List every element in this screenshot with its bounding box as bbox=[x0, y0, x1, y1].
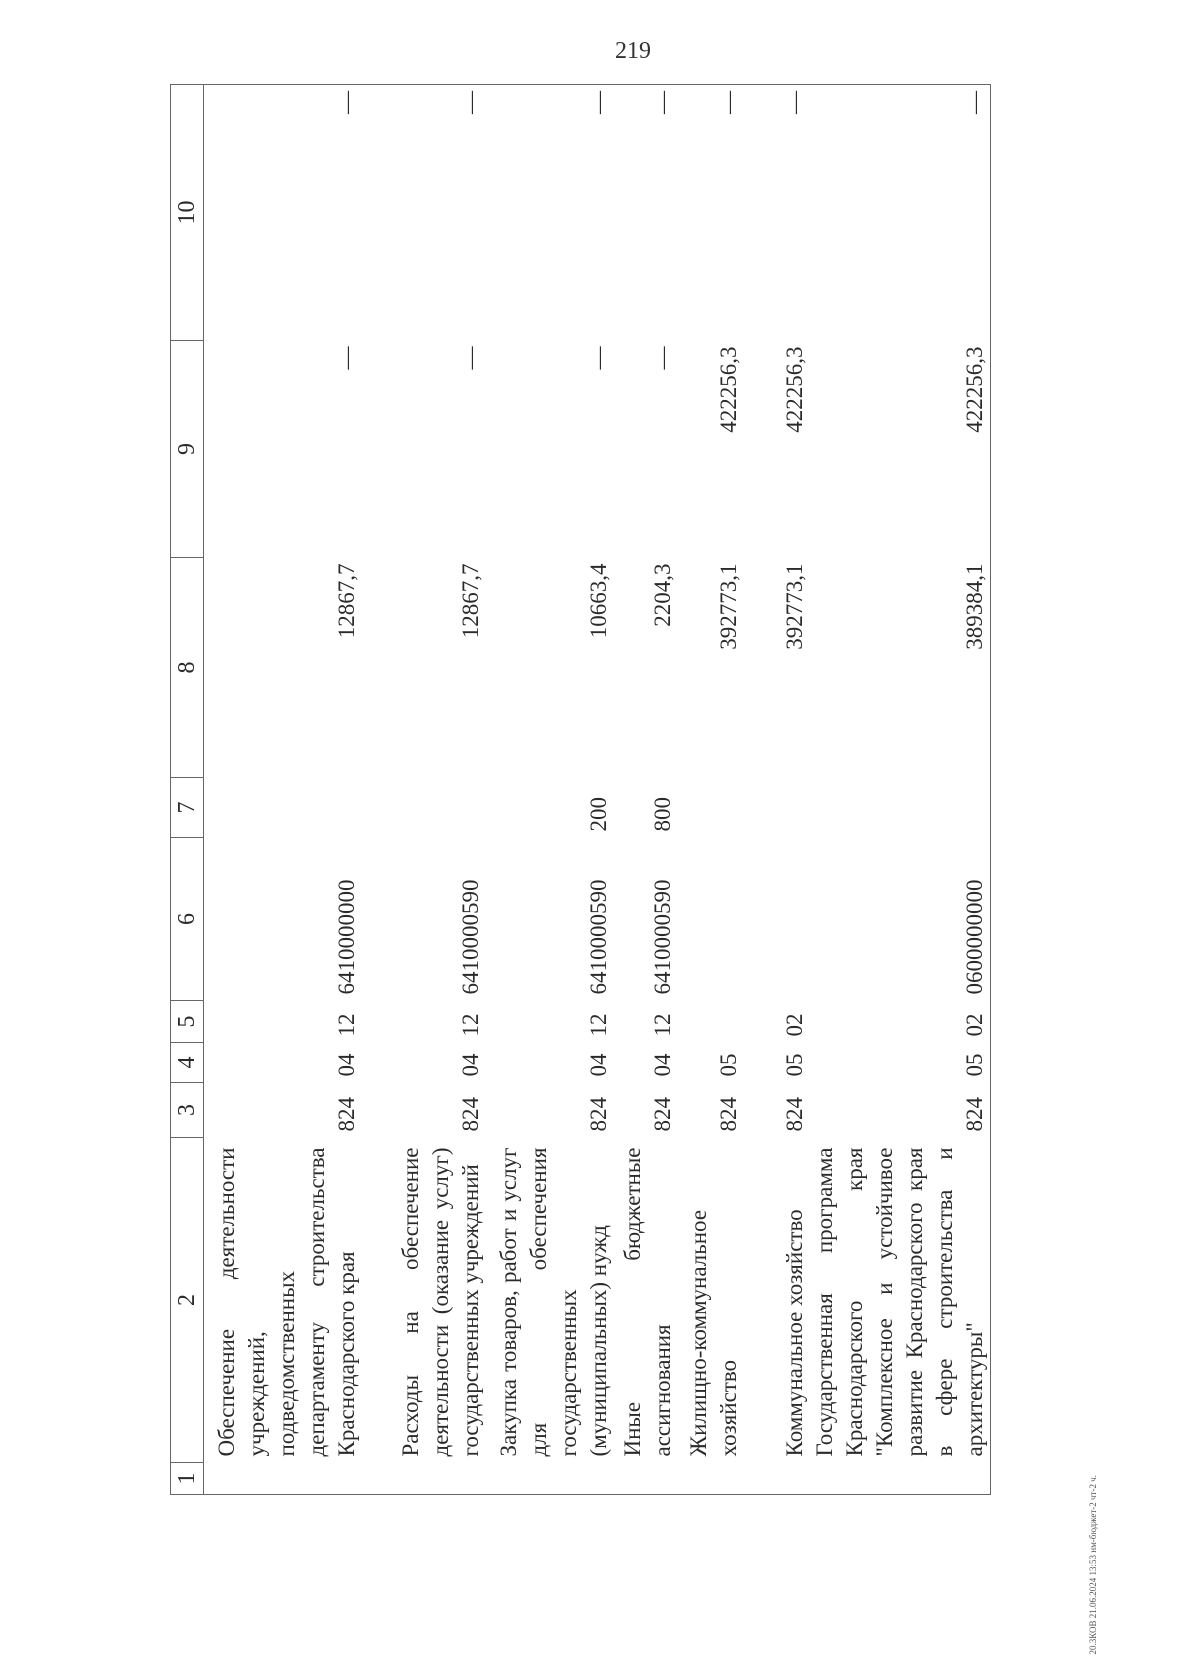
cell-name: Закупка товаров, работ и услуг для обеспечения государственных (муниципальных) нужд bbox=[496, 1147, 611, 1457]
cell-pr: 02 bbox=[782, 1013, 807, 1037]
table-row bbox=[614, 85, 678, 1495]
cell-amount-2026: — bbox=[614, 85, 678, 341]
cell-name: Иные бюджетные ассигнования bbox=[620, 1147, 675, 1457]
cell-name: Коммунальное хозяйство bbox=[782, 1209, 807, 1457]
cell-amount-2025: — bbox=[334, 346, 359, 370]
cell-ved: 824 bbox=[650, 1097, 675, 1132]
cell-ved: 824 bbox=[782, 1097, 807, 1132]
cell-rz: 05 bbox=[810, 1043, 991, 1083]
cell-amount-2026: — bbox=[486, 85, 614, 341]
cell-csr bbox=[678, 838, 744, 1001]
cell-num bbox=[810, 1463, 991, 1495]
cell-amount-2026: — bbox=[810, 85, 991, 341]
header-col-1: 1 bbox=[171, 1463, 204, 1495]
cell-amount-2025: — bbox=[458, 346, 483, 370]
cell-pr: 12 bbox=[458, 1013, 483, 1037]
table-row bbox=[486, 85, 614, 1495]
budget-table bbox=[170, 84, 991, 1495]
cell-ved: 824 bbox=[586, 1097, 611, 1132]
cell-ved: 824 bbox=[458, 1097, 483, 1132]
cell-pr: 12 bbox=[586, 1013, 611, 1037]
cell-vr bbox=[810, 778, 991, 838]
header-col-4: 4 bbox=[171, 1043, 204, 1083]
cell-rz: 04 bbox=[334, 1053, 359, 1077]
cell-amount-2024: 10663,4 bbox=[586, 563, 611, 639]
cell-ved: 824 bbox=[334, 1097, 359, 1132]
cell-num bbox=[744, 1463, 810, 1495]
cell-name: Расходы на обеспечение деятельности (оказание услуг) государственных учреждений bbox=[398, 1147, 483, 1457]
cell-amount-2026: — bbox=[362, 85, 486, 341]
cell-rz: 04 bbox=[650, 1053, 675, 1077]
cell-amount-2026: — bbox=[678, 85, 744, 341]
header-col-8: 8 bbox=[171, 558, 204, 778]
cell-pr: 02 bbox=[810, 1001, 991, 1043]
cell-amount-2024: 392773,1 bbox=[716, 563, 741, 650]
cell-name: Обеспечение деятельности учреждений, подведомственных департаменту строительства Краснодарского края bbox=[214, 1147, 359, 1457]
header-col-5: 5 bbox=[171, 1001, 204, 1043]
cell-amount-2026: — bbox=[744, 85, 810, 341]
cell-amount-2024: 2204,3 bbox=[650, 563, 675, 627]
header-col-10: 10 bbox=[171, 85, 204, 341]
page-number: 219 bbox=[615, 38, 651, 64]
cell-num bbox=[204, 1463, 363, 1495]
cell-csr: 6410000000 bbox=[334, 879, 359, 995]
header-col-3: 3 bbox=[171, 1083, 204, 1138]
cell-csr: 0600000000 bbox=[810, 838, 991, 1001]
footer-stamp: 20.3КОВ 21.06.2024 13:53 нм-бюджет-2 чт-2 ч. bbox=[1088, 1475, 1098, 1655]
cell-vr bbox=[678, 778, 744, 838]
cell-amount-2026: — bbox=[204, 85, 363, 341]
table-row bbox=[204, 85, 363, 1495]
cell-csr: 6410000590 bbox=[586, 879, 611, 995]
cell-amount-2024: 12867,7 bbox=[458, 563, 483, 639]
cell-amount-2024: 392773,1 bbox=[782, 563, 807, 650]
cell-amount-2025: — bbox=[650, 346, 675, 370]
table-row bbox=[362, 85, 486, 1495]
rotated-budget-table-page bbox=[170, 85, 1040, 1495]
cell-vr bbox=[362, 778, 486, 838]
cell-amount-2024: 389384,1 bbox=[810, 558, 991, 778]
cell-amount-2025: — bbox=[586, 346, 611, 370]
cell-vr: 200 bbox=[586, 797, 611, 832]
table-header-row bbox=[171, 85, 204, 1495]
cell-amount-2025: 422256,3 bbox=[810, 341, 991, 558]
cell-num bbox=[614, 1463, 678, 1495]
cell-amount-2025: 422256,3 bbox=[716, 346, 741, 433]
cell-ved: 824 bbox=[810, 1083, 991, 1138]
cell-vr: 800 bbox=[650, 797, 675, 832]
cell-ved: 824 bbox=[716, 1097, 741, 1132]
cell-csr bbox=[744, 838, 810, 1001]
cell-amount-2025: 422256,3 bbox=[782, 346, 807, 433]
cell-rz: 05 bbox=[782, 1053, 807, 1077]
cell-amount-2024: 12867,7 bbox=[334, 563, 359, 639]
header-col-9: 9 bbox=[171, 341, 204, 558]
cell-pr: 12 bbox=[334, 1013, 359, 1037]
cell-num bbox=[486, 1463, 614, 1495]
cell-num bbox=[362, 1463, 486, 1495]
cell-csr: 6410000590 bbox=[650, 879, 675, 995]
cell-rz: 05 bbox=[716, 1053, 741, 1077]
cell-vr bbox=[204, 778, 363, 838]
cell-num bbox=[678, 1463, 744, 1495]
cell-name: Государственная программа Краснодарского края "Комплексное и устойчивое развитие Краснодарского края в сфере строительства и архитектуры" bbox=[810, 1138, 991, 1463]
cell-rz: 04 bbox=[458, 1053, 483, 1077]
cell-rz: 04 bbox=[586, 1053, 611, 1077]
table-row bbox=[744, 85, 810, 1495]
header-col-6: 6 bbox=[171, 838, 204, 1001]
header-col-7: 7 bbox=[171, 778, 204, 838]
table-row bbox=[678, 85, 744, 1495]
table-row bbox=[810, 85, 991, 1495]
cell-pr: 12 bbox=[650, 1013, 675, 1037]
cell-vr bbox=[744, 778, 810, 838]
header-col-2: 2 bbox=[171, 1138, 204, 1463]
cell-pr bbox=[678, 1001, 744, 1043]
cell-csr: 6410000590 bbox=[458, 879, 483, 995]
cell-name: Жилищно-коммунальное хозяйство bbox=[686, 1209, 741, 1457]
